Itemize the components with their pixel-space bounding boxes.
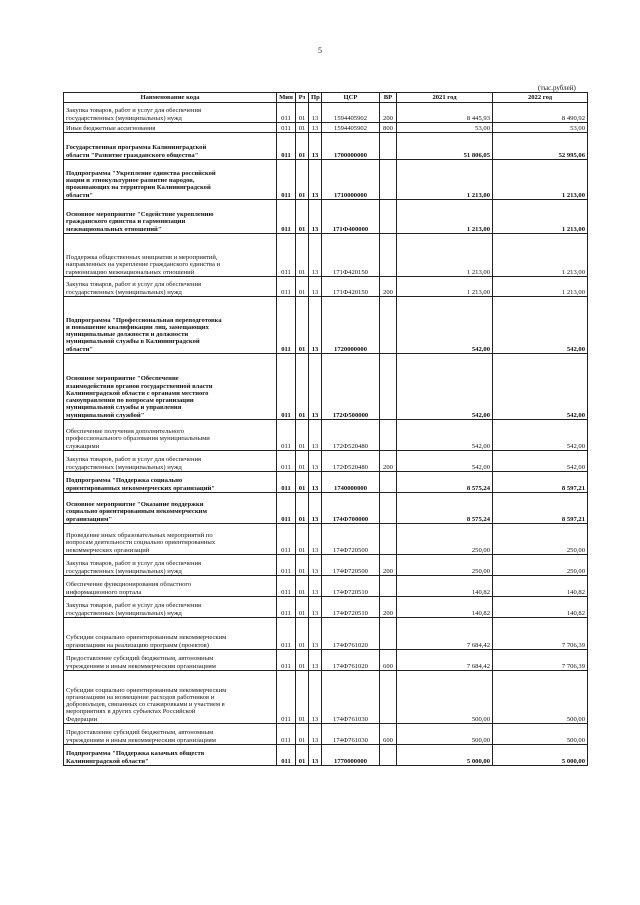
- cell-csr: 1720000000: [322, 297, 380, 354]
- cell-csr: 174Ф761030: [322, 671, 380, 724]
- cell-rz: 01: [296, 724, 309, 745]
- cell-vr: [380, 133, 397, 160]
- table-row: [64, 200, 588, 234]
- page-number: 5: [318, 46, 322, 55]
- cell-name: Подпрограмма "Поддержка казачьих обществ Калининградской области": [64, 745, 277, 766]
- cell-min: 011: [277, 123, 296, 133]
- cell-min: 011: [277, 524, 296, 555]
- table-row: [64, 493, 588, 524]
- cell-2022: 7 706,39: [493, 618, 588, 650]
- cell-csr: 174Ф700000: [322, 493, 380, 524]
- cell-min: 011: [277, 103, 296, 123]
- table-row: [64, 597, 588, 618]
- cell-pr: 13: [309, 618, 322, 650]
- cell-2022: 8 490,92: [493, 103, 588, 123]
- cell-name: Иные бюджетные ассигнования: [64, 123, 277, 133]
- cell-min: 011: [277, 133, 296, 160]
- cell-vr: [380, 234, 397, 277]
- cell-pr: 13: [309, 555, 322, 576]
- cell-csr: 172Ф520480: [322, 420, 380, 451]
- cell-vr: [380, 297, 397, 354]
- cell-csr: 174Ф720510: [322, 597, 380, 618]
- cell-pr: 13: [309, 472, 322, 493]
- header-rz: Рз: [296, 93, 309, 103]
- cell-csr: 171Ф420150: [322, 277, 380, 297]
- cell-rz: 01: [296, 123, 309, 133]
- table-row: [64, 745, 588, 766]
- cell-name: Поддержка общественных инициатив и мероприятий, направленных на укрепление гражданского единства и гармонизацию межнациональных отношений: [64, 234, 277, 277]
- cell-pr: 13: [309, 234, 322, 277]
- cell-min: 011: [277, 618, 296, 650]
- cell-name: Закупка товаров, работ и услуг для обеспечения государственных (муниципальных) нужд: [64, 103, 277, 123]
- cell-2022: 7 706,39: [493, 650, 588, 671]
- cell-name: Проведение иных образовательных мероприятий по вопросам деятельности социально ориентированных некоммерческих организаций: [64, 524, 277, 555]
- cell-min: 011: [277, 724, 296, 745]
- cell-csr: 1710000000: [322, 160, 380, 200]
- cell-2021: 1 213,00: [397, 234, 493, 277]
- cell-rz: 01: [296, 650, 309, 671]
- table-row: [64, 618, 588, 650]
- cell-name: Закупка товаров, работ и услуг для обеспечения государственных (муниципальных) нужд: [64, 597, 277, 618]
- cell-rz: 01: [296, 597, 309, 618]
- cell-csr: 174Ф720500: [322, 524, 380, 555]
- cell-csr: 171Ф420150: [322, 234, 380, 277]
- table-row: [64, 724, 588, 745]
- cell-vr: [380, 671, 397, 724]
- cell-rz: 01: [296, 354, 309, 420]
- cell-min: 011: [277, 160, 296, 200]
- cell-csr: 172Ф520480: [322, 451, 380, 472]
- cell-2022: 250,00: [493, 555, 588, 576]
- cell-2022: 542,00: [493, 451, 588, 472]
- cell-2021: 542,00: [397, 451, 493, 472]
- cell-rz: 01: [296, 451, 309, 472]
- cell-pr: 13: [309, 650, 322, 671]
- cell-vr: [380, 524, 397, 555]
- cell-rz: 01: [296, 297, 309, 354]
- cell-name: Предоставление субсидий бюджетным, автономным учреждениям и иным некоммерческим организациям: [64, 650, 277, 671]
- table-row: [64, 524, 588, 555]
- cell-name: Субсидии социально ориентированным некоммерческим организациям на возмещение расходов работников и добровольцев, связанных со стажировками и участием в мероприятиях в других субъектах Российской Федерации: [64, 671, 277, 724]
- cell-pr: 13: [309, 200, 322, 234]
- cell-rz: 01: [296, 103, 309, 123]
- cell-min: 011: [277, 277, 296, 297]
- cell-2021: 542,00: [397, 420, 493, 451]
- cell-min: 011: [277, 297, 296, 354]
- cell-rz: 01: [296, 472, 309, 493]
- cell-2021: 1 213,00: [397, 160, 493, 200]
- header-csr: ЦСР: [322, 93, 380, 103]
- table-row: [64, 555, 588, 576]
- cell-2021: 250,00: [397, 524, 493, 555]
- table-row: [64, 123, 588, 133]
- cell-rz: 01: [296, 618, 309, 650]
- cell-name: Государственная программа Калининградской области "Развитие гражданского общества": [64, 133, 277, 160]
- cell-2021: 500,00: [397, 671, 493, 724]
- cell-2021: 542,00: [397, 354, 493, 420]
- cell-vr: 200: [380, 555, 397, 576]
- cell-rz: 01: [296, 200, 309, 234]
- cell-2021: 250,00: [397, 555, 493, 576]
- cell-vr: 600: [380, 650, 397, 671]
- cell-vr: [380, 618, 397, 650]
- cell-csr: 174Ф761020: [322, 650, 380, 671]
- cell-rz: 01: [296, 555, 309, 576]
- cell-2021: 140,82: [397, 597, 493, 618]
- cell-name: Обеспечение функционирования областного информационного портала: [64, 576, 277, 597]
- cell-min: 011: [277, 472, 296, 493]
- cell-2021: 53,00: [397, 123, 493, 133]
- cell-pr: 13: [309, 420, 322, 451]
- cell-name: Подпрограмма "Укрепление единства российской нации и этнокультурное развитие народов, проживающих на территории Калининградской области": [64, 160, 277, 200]
- table-header-row: [64, 93, 588, 103]
- cell-vr: 200: [380, 597, 397, 618]
- cell-2022: 140,82: [493, 576, 588, 597]
- cell-pr: 13: [309, 451, 322, 472]
- cell-rz: 01: [296, 133, 309, 160]
- cell-name: Закупка товаров, работ и услуг для обеспечения государственных (муниципальных) нужд: [64, 555, 277, 576]
- cell-pr: 13: [309, 133, 322, 160]
- cell-rz: 01: [296, 234, 309, 277]
- cell-2022: 53,00: [493, 123, 588, 133]
- cell-csr: 1594405902: [322, 123, 380, 133]
- table-row: [64, 472, 588, 493]
- table-row: [64, 133, 588, 160]
- cell-2021: 7 684,42: [397, 650, 493, 671]
- cell-rz: 01: [296, 745, 309, 766]
- cell-pr: 13: [309, 745, 322, 766]
- cell-vr: [380, 160, 397, 200]
- cell-name: Подпрограмма "Профессиональная переподготовка и повышение квалификации лиц, замещающих муниципальные должности и должности муниципальной службы в Калининградской области": [64, 297, 277, 354]
- cell-2022: 250,00: [493, 524, 588, 555]
- cell-name: Закупка товаров, работ и услуг для обеспечения государственных (муниципальных) нужд: [64, 277, 277, 297]
- cell-min: 011: [277, 420, 296, 451]
- table-body: [64, 103, 588, 766]
- cell-2022: 1 213,00: [493, 234, 588, 277]
- cell-csr: 1700000000: [322, 133, 380, 160]
- cell-vr: 200: [380, 103, 397, 123]
- header-pr: Пр: [309, 93, 322, 103]
- cell-2022: 542,00: [493, 354, 588, 420]
- cell-name: Подпрограмма "Поддержка социально ориентированных некоммерческих организаций": [64, 472, 277, 493]
- cell-vr: 600: [380, 724, 397, 745]
- cell-rz: 01: [296, 671, 309, 724]
- cell-2021: 140,82: [397, 576, 493, 597]
- cell-rz: 01: [296, 277, 309, 297]
- cell-2022: 1 213,00: [493, 277, 588, 297]
- cell-pr: 13: [309, 524, 322, 555]
- table-row: [64, 451, 588, 472]
- table-row: [64, 297, 588, 354]
- table-row: [64, 160, 588, 200]
- cell-vr: [380, 576, 397, 597]
- cell-vr: [380, 472, 397, 493]
- cell-vr: [380, 200, 397, 234]
- cell-vr: [380, 420, 397, 451]
- cell-name: Субсидии социально ориентированным некоммерческим организациям на реализацию программ (проектов): [64, 618, 277, 650]
- cell-vr: 800: [380, 123, 397, 133]
- table-row: [64, 576, 588, 597]
- table-row: [64, 277, 588, 297]
- cell-rz: 01: [296, 493, 309, 524]
- cell-min: 011: [277, 576, 296, 597]
- cell-2022: 542,00: [493, 420, 588, 451]
- table-row: [64, 420, 588, 451]
- header-vr: ВР: [380, 93, 397, 103]
- cell-rz: 01: [296, 160, 309, 200]
- cell-2022: 5 000,00: [493, 745, 588, 766]
- cell-csr: 1770000000: [322, 745, 380, 766]
- cell-name: Основное мероприятие "Обеспечение взаимодействия органов государственной власти Калининградской области с органами местного самоуправления по вопросам организации муниципальной службы и управления муниципальной службой": [64, 354, 277, 420]
- cell-pr: 13: [309, 724, 322, 745]
- cell-csr: 174Ф761020: [322, 618, 380, 650]
- cell-csr: 1740000000: [322, 472, 380, 493]
- table-row: [64, 103, 588, 123]
- cell-2022: 542,00: [493, 297, 588, 354]
- cell-2021: 8 445,93: [397, 103, 493, 123]
- cell-2021: 5 000,00: [397, 745, 493, 766]
- cell-2021: 1 213,00: [397, 200, 493, 234]
- cell-min: 011: [277, 745, 296, 766]
- cell-rz: 01: [296, 524, 309, 555]
- cell-pr: 13: [309, 576, 322, 597]
- cell-2022: 500,00: [493, 724, 588, 745]
- cell-pr: 13: [309, 354, 322, 420]
- cell-2021: 8 575,24: [397, 472, 493, 493]
- cell-2022: 52 995,06: [493, 133, 588, 160]
- cell-min: 011: [277, 650, 296, 671]
- cell-pr: 13: [309, 671, 322, 724]
- table-row: [64, 234, 588, 277]
- cell-csr: 171Ф400000: [322, 200, 380, 234]
- cell-csr: 172Ф500000: [322, 354, 380, 420]
- cell-csr: 174Ф720500: [322, 555, 380, 576]
- cell-pr: 13: [309, 297, 322, 354]
- cell-2021: 7 684,42: [397, 618, 493, 650]
- cell-csr: 174Ф720510: [322, 576, 380, 597]
- cell-pr: 13: [309, 493, 322, 524]
- cell-2021: 1 213,00: [397, 277, 493, 297]
- cell-2022: 500,00: [493, 671, 588, 724]
- table-row: [64, 671, 588, 724]
- cell-min: 011: [277, 200, 296, 234]
- cell-rz: 01: [296, 576, 309, 597]
- table-row: [64, 650, 588, 671]
- cell-name: Обеспечение получения дополнительного профессионального образования муниципальными служащими: [64, 420, 277, 451]
- header-2022: 2022 год: [493, 93, 588, 103]
- cell-csr: 174Ф761030: [322, 724, 380, 745]
- cell-vr: 200: [380, 451, 397, 472]
- cell-pr: 13: [309, 597, 322, 618]
- cell-csr: 1594405902: [322, 103, 380, 123]
- cell-2022: 8 597,21: [493, 493, 588, 524]
- cell-2022: 1 213,00: [493, 200, 588, 234]
- cell-vr: [380, 745, 397, 766]
- cell-min: 011: [277, 234, 296, 277]
- cell-2022: 140,82: [493, 597, 588, 618]
- cell-name: Закупка товаров, работ и услуг для обеспечения государственных (муниципальных) нужд: [64, 451, 277, 472]
- cell-min: 011: [277, 597, 296, 618]
- cell-vr: [380, 354, 397, 420]
- cell-pr: 13: [309, 103, 322, 123]
- cell-2021: 500,00: [397, 724, 493, 745]
- units-label: (тыс.рублей): [538, 84, 576, 92]
- cell-min: 011: [277, 671, 296, 724]
- header-name: Наименование кода: [64, 93, 277, 103]
- cell-min: 011: [277, 493, 296, 524]
- header-min: Мин: [277, 93, 296, 103]
- cell-pr: 13: [309, 277, 322, 297]
- cell-pr: 13: [309, 123, 322, 133]
- cell-name: Предоставление субсидий бюджетным, автономным учреждениям и иным некоммерческим организациям: [64, 724, 277, 745]
- table-row: [64, 354, 588, 420]
- cell-rz: 01: [296, 420, 309, 451]
- cell-min: 011: [277, 354, 296, 420]
- cell-min: 011: [277, 555, 296, 576]
- cell-vr: [380, 493, 397, 524]
- cell-2022: 8 597,21: [493, 472, 588, 493]
- cell-2021: 542,00: [397, 297, 493, 354]
- budget-table: [63, 92, 588, 766]
- cell-2022: 1 213,00: [493, 160, 588, 200]
- header-2021: 2021 год: [397, 93, 493, 103]
- cell-name: Основное мероприятие "Содействие укреплению гражданского единства и гармонизации межнациональных отношений": [64, 200, 277, 234]
- cell-vr: 200: [380, 277, 397, 297]
- cell-2021: 51 806,05: [397, 133, 493, 160]
- cell-pr: 13: [309, 160, 322, 200]
- cell-name: Основное мероприятие "Оказание поддержки социально ориентированным некоммерческим организациям": [64, 493, 277, 524]
- cell-2021: 8 575,24: [397, 493, 493, 524]
- cell-min: 011: [277, 451, 296, 472]
